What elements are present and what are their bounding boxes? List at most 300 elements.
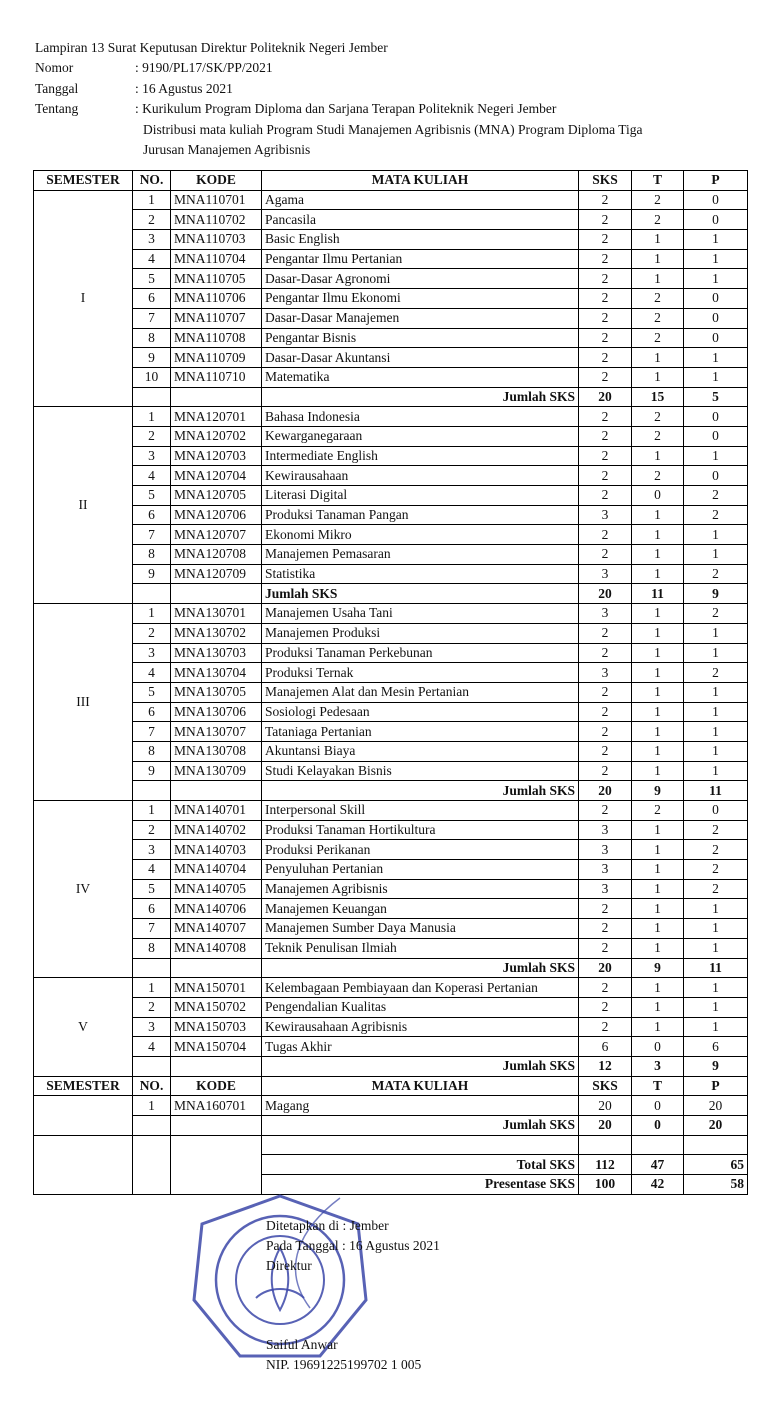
tentang-line-3: Jurusan Manajemen Agribisnis [143, 142, 311, 158]
column-header-no: NO. [133, 1076, 171, 1096]
course-no: 4 [133, 663, 171, 683]
course-sks: 3 [579, 505, 632, 525]
course-t: 1 [632, 643, 684, 663]
course-no: 3 [133, 230, 171, 250]
course-code: MNA150701 [171, 978, 262, 998]
course-sks: 2 [579, 741, 632, 761]
subtotal-sks: 12 [579, 1056, 632, 1076]
course-name: Manajemen Usaha Tani [262, 604, 579, 624]
course-code: MNA140702 [171, 820, 262, 840]
course-no: 6 [133, 899, 171, 919]
course-sks: 3 [579, 840, 632, 860]
course-sks: 20 [579, 1096, 632, 1116]
course-name: Magang [262, 1096, 579, 1116]
course-p: 0 [684, 308, 748, 328]
signature-date: Pada Tanggal : 16 Agustus 2021 [266, 1238, 440, 1253]
course-code: MNA130703 [171, 643, 262, 663]
course-t: 1 [632, 899, 684, 919]
course-no: 7 [133, 308, 171, 328]
course-code: MNA110702 [171, 210, 262, 230]
course-name: Manajemen Sumber Daya Manusia [262, 919, 579, 939]
course-p: 1 [684, 702, 748, 722]
course-p: 2 [684, 840, 748, 860]
spacer-cell [262, 1135, 579, 1155]
course-t: 1 [632, 860, 684, 880]
course-sks: 2 [579, 978, 632, 998]
subtotal-label: Jumlah SKS [262, 781, 579, 801]
course-p: 1 [684, 643, 748, 663]
subtotal-blank [133, 781, 171, 801]
course-no: 4 [133, 1037, 171, 1057]
spacer-cell [632, 1135, 684, 1155]
course-sks: 2 [579, 525, 632, 545]
course-sks: 3 [579, 860, 632, 880]
course-no: 9 [133, 761, 171, 781]
course-row [34, 564, 748, 584]
course-p: 1 [684, 682, 748, 702]
spacer-cell [579, 1135, 632, 1155]
course-row [34, 919, 748, 939]
total-sks-row-sks: 112 [579, 1155, 632, 1175]
course-code: MNA110705 [171, 269, 262, 289]
course-p: 0 [684, 426, 748, 446]
subtotal-blank [133, 1116, 171, 1136]
course-row [34, 722, 748, 742]
percentage-row-label: Presentase SKS [262, 1175, 579, 1195]
semester-cell [34, 1096, 133, 1135]
subtotal-row [34, 387, 748, 407]
course-code: MNA130702 [171, 623, 262, 643]
course-sks: 2 [579, 722, 632, 742]
course-t: 1 [632, 978, 684, 998]
course-p: 0 [684, 466, 748, 486]
semester-cell: II [34, 407, 133, 604]
course-p: 1 [684, 919, 748, 939]
course-p: 2 [684, 860, 748, 880]
course-row [34, 446, 748, 466]
course-no: 2 [133, 210, 171, 230]
course-p: 1 [684, 249, 748, 269]
course-code: MNA110706 [171, 289, 262, 309]
course-no: 9 [133, 348, 171, 368]
course-code: MNA160701 [171, 1096, 262, 1116]
course-t: 2 [632, 328, 684, 348]
course-sks: 6 [579, 1037, 632, 1057]
course-t: 1 [632, 820, 684, 840]
course-sks: 2 [579, 249, 632, 269]
course-row [34, 741, 748, 761]
course-t: 0 [632, 486, 684, 506]
course-row [34, 505, 748, 525]
course-row [34, 486, 748, 506]
course-row [34, 367, 748, 387]
course-t: 1 [632, 840, 684, 860]
course-sks: 3 [579, 879, 632, 899]
subtotal-label: Jumlah SKS [262, 1116, 579, 1136]
subtotal-t: 9 [632, 781, 684, 801]
subtotal-sks: 20 [579, 781, 632, 801]
course-name: Kelembagaan Pembiayaan dan Koperasi Pertanian [262, 978, 579, 998]
course-no: 3 [133, 446, 171, 466]
course-code: MNA120708 [171, 545, 262, 565]
course-name: Tugas Akhir [262, 1037, 579, 1057]
course-sks: 2 [579, 446, 632, 466]
course-p: 1 [684, 899, 748, 919]
course-row [34, 1017, 748, 1037]
course-row [34, 820, 748, 840]
course-row [34, 230, 748, 250]
course-sks: 2 [579, 289, 632, 309]
course-name: Manajemen Keuangan [262, 899, 579, 919]
course-t: 2 [632, 407, 684, 427]
course-code: MNA130704 [171, 663, 262, 683]
course-row [34, 682, 748, 702]
course-row [34, 525, 748, 545]
subtotal-p: 11 [684, 958, 748, 978]
course-no: 5 [133, 269, 171, 289]
course-name: Kewirausahaan Agribisnis [262, 1017, 579, 1037]
course-name: Matematika [262, 367, 579, 387]
course-sks: 2 [579, 190, 632, 210]
course-code: MNA130706 [171, 702, 262, 722]
course-p: 2 [684, 564, 748, 584]
course-row [34, 348, 748, 368]
course-row [34, 269, 748, 289]
course-name: Produksi Perikanan [262, 840, 579, 860]
subtotal-blank [133, 1056, 171, 1076]
course-no: 5 [133, 879, 171, 899]
course-t: 1 [632, 269, 684, 289]
subtotal-p: 20 [684, 1116, 748, 1136]
course-t: 2 [632, 190, 684, 210]
column-header-t: T [632, 1076, 684, 1096]
course-name: Tataniaga Pertanian [262, 722, 579, 742]
course-row [34, 604, 748, 624]
course-sks: 2 [579, 623, 632, 643]
course-no: 2 [133, 426, 171, 446]
spacer-cell [684, 1135, 748, 1155]
course-t: 1 [632, 367, 684, 387]
course-name: Dasar-Dasar Akuntansi [262, 348, 579, 368]
subtotal-row [34, 781, 748, 801]
course-row [34, 761, 748, 781]
column-header-p: P [684, 1076, 748, 1096]
course-name: Literasi Digital [262, 486, 579, 506]
document-header [35, 38, 642, 160]
course-no: 6 [133, 289, 171, 309]
course-t: 1 [632, 997, 684, 1017]
course-no: 2 [133, 623, 171, 643]
course-code: MNA140708 [171, 938, 262, 958]
course-code: MNA130709 [171, 761, 262, 781]
course-row [34, 249, 748, 269]
table-header-row [34, 171, 748, 191]
course-t: 1 [632, 919, 684, 939]
course-p: 1 [684, 1017, 748, 1037]
course-p: 1 [684, 446, 748, 466]
course-row [34, 545, 748, 565]
course-sks: 2 [579, 919, 632, 939]
course-code: MNA120702 [171, 426, 262, 446]
course-name: Dasar-Dasar Manajemen [262, 308, 579, 328]
course-name: Manajemen Pemasaran [262, 545, 579, 565]
course-sks: 2 [579, 702, 632, 722]
course-row [34, 663, 748, 683]
course-row [34, 997, 748, 1017]
course-p: 1 [684, 938, 748, 958]
course-sks: 2 [579, 407, 632, 427]
subtotal-t: 15 [632, 387, 684, 407]
curriculum-table [33, 170, 748, 1195]
subtotal-blank [133, 387, 171, 407]
course-p: 1 [684, 722, 748, 742]
course-code: MNA140704 [171, 860, 262, 880]
course-code: MNA140703 [171, 840, 262, 860]
course-code: MNA150703 [171, 1017, 262, 1037]
course-t: 0 [632, 1096, 684, 1116]
course-no: 1 [133, 978, 171, 998]
course-t: 1 [632, 348, 684, 368]
course-code: MNA120703 [171, 446, 262, 466]
course-p: 1 [684, 230, 748, 250]
course-t: 1 [632, 702, 684, 722]
course-row [34, 879, 748, 899]
course-name: Kewirausahaan [262, 466, 579, 486]
course-name: Teknik Penulisan Ilmiah [262, 938, 579, 958]
subtotal-t: 3 [632, 1056, 684, 1076]
course-t: 1 [632, 722, 684, 742]
subtotal-p: 9 [684, 1056, 748, 1076]
percentage-row-sks: 100 [579, 1175, 632, 1195]
course-sks: 2 [579, 545, 632, 565]
course-p: 0 [684, 289, 748, 309]
semester-cell: III [34, 604, 133, 801]
course-row [34, 978, 748, 998]
column-header-kode: KODE [171, 171, 262, 191]
course-t: 2 [632, 210, 684, 230]
course-no: 1 [133, 604, 171, 624]
course-code: MNA110704 [171, 249, 262, 269]
subtotal-blank [171, 781, 262, 801]
course-p: 1 [684, 367, 748, 387]
course-row [34, 938, 748, 958]
subtotal-label: Jumlah SKS [262, 387, 579, 407]
course-t: 1 [632, 525, 684, 545]
subtotal-blank [171, 1056, 262, 1076]
signature-title: Direktur [266, 1258, 312, 1273]
course-code: MNA110710 [171, 367, 262, 387]
course-no: 1 [133, 407, 171, 427]
course-no: 1 [133, 1096, 171, 1116]
attachment-title: Lampiran 13 Surat Keputusan Direktur Politeknik Negeri Jember [35, 40, 388, 55]
course-name: Manajemen Alat dan Mesin Pertanian [262, 682, 579, 702]
subtotal-sks: 20 [579, 584, 632, 604]
course-p: 20 [684, 1096, 748, 1116]
course-no: 8 [133, 328, 171, 348]
course-t: 2 [632, 466, 684, 486]
tanggal-label: Tanggal [35, 80, 79, 96]
course-t: 1 [632, 249, 684, 269]
course-sks: 2 [579, 761, 632, 781]
subtotal-t: 0 [632, 1116, 684, 1136]
course-p: 0 [684, 801, 748, 821]
course-row [34, 860, 748, 880]
course-name: Manajemen Agribisnis [262, 879, 579, 899]
course-row [34, 702, 748, 722]
course-no: 4 [133, 466, 171, 486]
course-row [34, 840, 748, 860]
semester-cell: V [34, 978, 133, 1076]
course-code: MNA110701 [171, 190, 262, 210]
tanggal-value: : 16 Agustus 2021 [135, 80, 233, 96]
course-t: 0 [632, 1037, 684, 1057]
course-sks: 2 [579, 486, 632, 506]
subtotal-sks: 20 [579, 1116, 632, 1136]
course-name: Pengantar Ilmu Pertanian [262, 249, 579, 269]
course-name: Pengendalian Kualitas [262, 997, 579, 1017]
course-no: 4 [133, 860, 171, 880]
tentang-value: : Kurikulum Program Diploma dan Sarjana Terapan Politeknik Negeri Jember [135, 101, 557, 117]
course-code: MNA110709 [171, 348, 262, 368]
course-sks: 3 [579, 604, 632, 624]
course-t: 1 [632, 1017, 684, 1037]
course-code: MNA120709 [171, 564, 262, 584]
course-code: MNA120707 [171, 525, 262, 545]
course-t: 2 [632, 289, 684, 309]
course-p: 2 [684, 879, 748, 899]
course-code: MNA140707 [171, 919, 262, 939]
subtotal-blank [171, 387, 262, 407]
course-name: Manajemen Produksi [262, 623, 579, 643]
course-p: 2 [684, 486, 748, 506]
course-p: 1 [684, 269, 748, 289]
subtotal-label: Jumlah SKS [262, 1056, 579, 1076]
course-p: 1 [684, 525, 748, 545]
course-sks: 3 [579, 663, 632, 683]
course-row [34, 1037, 748, 1057]
subtotal-blank [133, 584, 171, 604]
course-row [34, 190, 748, 210]
subtotal-row [34, 1056, 748, 1076]
course-sks: 2 [579, 367, 632, 387]
course-sks: 2 [579, 899, 632, 919]
nomor-value: : 9190/PL17/SK/PP/2021 [135, 60, 273, 76]
subtotal-p: 11 [684, 781, 748, 801]
spacer-row [34, 1135, 748, 1155]
course-row [34, 328, 748, 348]
semester-cell: I [34, 190, 133, 407]
course-name: Basic English [262, 230, 579, 250]
course-name: Studi Kelayakan Bisnis [262, 761, 579, 781]
column-header-semester: SEMESTER [34, 1076, 133, 1096]
course-sks: 2 [579, 938, 632, 958]
subtotal-blank [171, 1116, 262, 1136]
course-no: 7 [133, 525, 171, 545]
column-header-sks: SKS [579, 171, 632, 191]
course-p: 1 [684, 741, 748, 761]
column-header-kode: KODE [171, 1076, 262, 1096]
tentang-line-2: Distribusi mata kuliah Program Studi Manajemen Agribisnis (MNA) Program Diploma Tiga [143, 121, 643, 137]
course-sks: 2 [579, 269, 632, 289]
course-sks: 2 [579, 348, 632, 368]
percentage-row-t: 42 [632, 1175, 684, 1195]
course-t: 1 [632, 564, 684, 584]
column-header-p: P [684, 171, 748, 191]
course-name: Pengantar Bisnis [262, 328, 579, 348]
course-sks: 3 [579, 820, 632, 840]
course-code: MNA120705 [171, 486, 262, 506]
course-p: 1 [684, 623, 748, 643]
totals-code-blank [171, 1135, 262, 1194]
course-code: MNA120704 [171, 466, 262, 486]
course-t: 2 [632, 426, 684, 446]
column-header-mata-kuliah: MATA KULIAH [262, 171, 579, 191]
course-p: 6 [684, 1037, 748, 1057]
subtotal-row [34, 584, 748, 604]
course-t: 1 [632, 623, 684, 643]
course-p: 2 [684, 505, 748, 525]
course-row [34, 623, 748, 643]
course-name: Produksi Tanaman Hortikultura [262, 820, 579, 840]
course-no: 2 [133, 820, 171, 840]
course-name: Produksi Tanaman Pangan [262, 505, 579, 525]
course-code: MNA130707 [171, 722, 262, 742]
course-no: 4 [133, 249, 171, 269]
course-no: 8 [133, 741, 171, 761]
course-t: 1 [632, 230, 684, 250]
course-name: Pancasila [262, 210, 579, 230]
course-no: 3 [133, 840, 171, 860]
course-sks: 2 [579, 230, 632, 250]
course-t: 2 [632, 801, 684, 821]
course-code: MNA140705 [171, 879, 262, 899]
course-code: MNA140701 [171, 801, 262, 821]
signature-place: Ditetapkan di : Jember [266, 1218, 389, 1233]
course-p: 0 [684, 328, 748, 348]
total-sks-row-p: 65 [684, 1155, 748, 1175]
course-row [34, 899, 748, 919]
course-name: Sosiologi Pedesaan [262, 702, 579, 722]
total-sks-row-label: Total SKS [262, 1155, 579, 1175]
course-no: 6 [133, 505, 171, 525]
curriculum-table-body [34, 171, 748, 1195]
course-sks: 2 [579, 466, 632, 486]
subtotal-row [34, 1116, 748, 1136]
course-row [34, 426, 748, 446]
course-sks: 2 [579, 682, 632, 702]
course-p: 0 [684, 210, 748, 230]
course-no: 3 [133, 1017, 171, 1037]
course-name: Ekonomi Mikro [262, 525, 579, 545]
column-header-mata-kuliah: MATA KULIAH [262, 1076, 579, 1096]
course-p: 1 [684, 761, 748, 781]
course-code: MNA130708 [171, 741, 262, 761]
course-no: 10 [133, 367, 171, 387]
course-p: 1 [684, 978, 748, 998]
table-header-row [34, 1076, 748, 1096]
course-no: 1 [133, 190, 171, 210]
course-no: 1 [133, 801, 171, 821]
course-t: 1 [632, 545, 684, 565]
course-sks: 2 [579, 328, 632, 348]
course-t: 2 [632, 308, 684, 328]
course-code: MNA150704 [171, 1037, 262, 1057]
course-row [34, 210, 748, 230]
course-sks: 2 [579, 801, 632, 821]
subtotal-row [34, 958, 748, 978]
course-t: 1 [632, 446, 684, 466]
course-no: 3 [133, 643, 171, 663]
